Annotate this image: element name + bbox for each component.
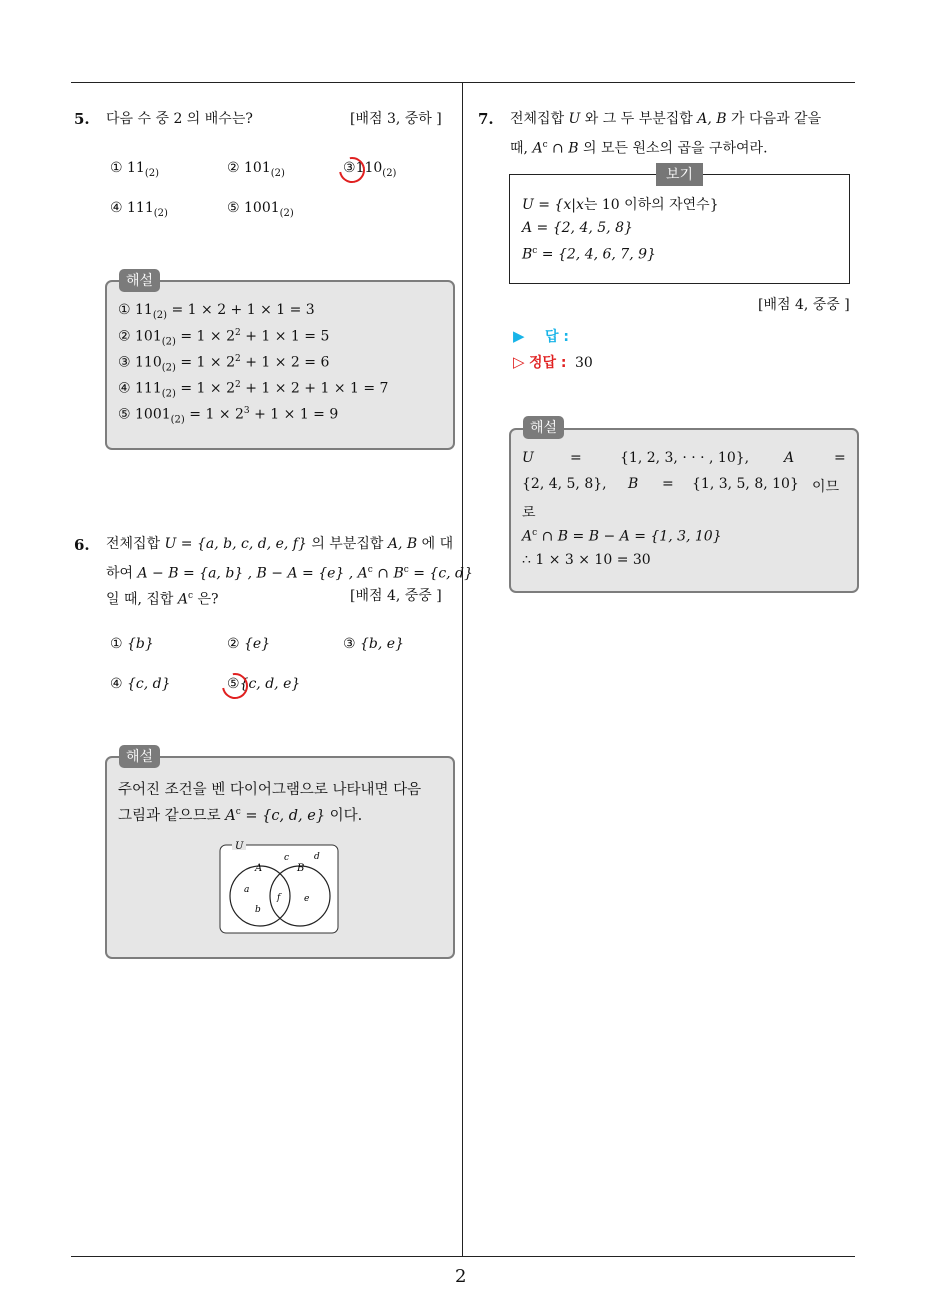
explain-expr: = 1 × 2 [180, 328, 236, 345]
choice-sub: (2) [144, 167, 160, 179]
play-arrow-icon: ▶ [513, 327, 525, 345]
q7-number: 7. [478, 110, 494, 128]
q5-text: 다음 수 중 2 의 배수는? [106, 111, 253, 127]
choice-mark: ⑤ [227, 676, 240, 692]
explain-base: 101 [135, 328, 162, 345]
q5-answer-circle [334, 152, 370, 188]
explain-expr: + 1 × 1 = 5 [240, 328, 330, 345]
explain-base: 11 [135, 302, 153, 318]
q6-choice-1[interactable] [110, 636, 154, 652]
explain-sub: (2) [161, 388, 176, 400]
ex-math: A [784, 450, 795, 466]
choice-value: {b} [127, 636, 154, 652]
q6-answer-circle [217, 668, 253, 704]
q7-line-1 [510, 106, 821, 132]
ex-math: {1, 2, 3, · · · , 10}, [620, 450, 750, 466]
q7-math: U [568, 111, 581, 127]
choice-mark: ② [227, 160, 240, 176]
choice-mark: ① [110, 160, 123, 176]
q7-math: A [532, 140, 543, 157]
q5-explain-line-3 [118, 354, 329, 373]
choice-sub: (2) [153, 207, 168, 219]
explain-expr: + 1 × 2 = 6 [240, 354, 330, 371]
venn-elem-a: a [244, 885, 250, 895]
explain-base: 1001 [135, 406, 171, 423]
ex-math: = [662, 476, 674, 492]
explain-pow: 2 [235, 354, 241, 364]
choice-value: 11 [127, 160, 145, 176]
choice-value: {b, e} [360, 636, 404, 652]
q5-choice-4[interactable] [110, 200, 168, 219]
explain-base: 111 [135, 380, 162, 397]
q5-explain-line-5 [118, 406, 338, 425]
q6-math: A − B = {a, b} , B − A = {e} , A [137, 565, 368, 582]
q7-correct-row [513, 352, 593, 372]
ex-sup: c [532, 528, 538, 538]
choice-mark: ① [110, 636, 123, 652]
venn-elem-c: c [284, 853, 290, 863]
column-divider [462, 82, 463, 1257]
venn-elem-e: e [304, 894, 310, 904]
q7-line-2 [510, 132, 768, 162]
q6-explain-line-1: 주어진 조건을 벤 다이어그램으로 나타내면 다음 [118, 782, 422, 798]
venn-label-U: U [235, 841, 244, 852]
q7-bogi-line-1 [522, 194, 719, 214]
q7-sup: c [542, 140, 548, 150]
choice-value: 110 [355, 160, 383, 176]
outline-arrow-icon: ▷ [513, 353, 525, 371]
venn-elem-d: d [314, 852, 320, 862]
q6-score: [배점 4, 중중 ] [350, 588, 442, 604]
q6-choice-4[interactable] [110, 676, 171, 692]
q6-explain-line-2 [118, 804, 362, 825]
choice-mark: ② [227, 636, 240, 652]
ex-math: ∩ B = B − A = {1, 3, 10} [537, 528, 722, 545]
q5-explain-line-1 [118, 302, 315, 321]
explain-sup: c [235, 807, 241, 818]
q6-text: 은? [193, 591, 219, 608]
explain-math: A [225, 808, 236, 824]
q5-choice-2[interactable] [227, 160, 285, 179]
q5-explanation-tab: 해설 [119, 269, 160, 292]
q7-correct-label: 정답 : [529, 355, 567, 371]
choice-value: {c, d, e} [239, 676, 301, 692]
q7-text: 때, [510, 140, 533, 157]
venn-label-A: A [255, 863, 263, 874]
explain-sub: (2) [152, 309, 168, 321]
bogi-math: U = {x|x [522, 197, 584, 213]
q6-line-3 [106, 583, 219, 613]
bottom-rule [71, 1256, 855, 1257]
q7-ex-line-3: 로 [522, 505, 536, 521]
bogi-sup: c [532, 246, 538, 256]
q6-math: U = {a, b, c, d, e, f} [164, 536, 307, 552]
bogi-math: = {2, 4, 6, 7, 9} [537, 246, 656, 263]
explain-expr: = 1 × 2 [189, 406, 244, 423]
choice-sub: (2) [382, 167, 397, 179]
choice-sub: (2) [279, 207, 294, 219]
q7-text: 가 다음과 같을 [726, 111, 822, 127]
explain-sub: (2) [170, 414, 185, 426]
q7-score: [배점 4, 중중 ] [758, 297, 850, 313]
bogi-math: B [522, 246, 533, 263]
explain-mark: ⑤ [118, 406, 131, 423]
venn-elem-b: b [255, 905, 261, 915]
choice-value: 1001 [244, 200, 280, 216]
venn-elem-f: f [277, 893, 281, 903]
explain-sub: (2) [161, 362, 176, 374]
ex-math: B [628, 476, 639, 492]
q6-sup: c [188, 591, 194, 601]
choice-sub: (2) [270, 167, 285, 179]
explain-pow: 2 [235, 328, 241, 338]
choice-mark: ③ [343, 636, 356, 652]
q7-ex-line-4 [522, 528, 722, 545]
q6-number: 6. [74, 536, 90, 554]
q7-answer-label: 답 : [545, 329, 569, 345]
top-rule [71, 82, 855, 83]
explain-mark: ① [118, 302, 131, 318]
q5-number: 5. [74, 110, 90, 128]
explain-expr: = 1 × 2 [180, 354, 236, 371]
q7-text: 의 모든 원소의 곱을 구하여라. [578, 140, 768, 157]
explain-mark: ③ [118, 354, 131, 371]
ex-math: = [570, 450, 582, 466]
q6-line-1 [106, 531, 453, 557]
q7-bogi-line-2 [522, 220, 633, 236]
q5-explain-line-2 [118, 328, 329, 347]
explain-expr: + 1 × 1 = 9 [249, 406, 339, 423]
q6-text: 전체집합 [106, 536, 165, 552]
ex-math: A [522, 528, 533, 545]
q7-math: ∩ B [547, 140, 579, 157]
q6-text: 일 때, 집합 [106, 591, 178, 608]
q6-math: ∩ B [372, 565, 404, 582]
venn-label-B: B [297, 863, 305, 874]
q6-math: = {c, d} [408, 565, 473, 582]
explain-expr: + 1 × 2 + 1 × 1 = 7 [240, 380, 389, 397]
explain-pow: 3 [243, 406, 250, 416]
explain-expr: = 1 × 2 + 1 × 1 = 3 [171, 302, 315, 318]
q7-explanation-tab: 해설 [523, 416, 564, 439]
q6-math: A [177, 591, 189, 608]
choice-mark: ⑤ [227, 200, 240, 216]
choice-mark: ④ [110, 676, 123, 692]
q6-explanation-tab: 해설 [119, 745, 160, 768]
q6-text: 에 대 [417, 536, 454, 552]
explain-text: 이다. [325, 808, 363, 824]
explain-text: 그림과 같으므로 [118, 808, 226, 824]
q7-answer-row[interactable] [513, 326, 569, 346]
q5-choice-1[interactable] [110, 160, 159, 179]
ex-math: U [522, 450, 534, 466]
bogi-math: A = {2, 4, 5, 8} [522, 220, 633, 236]
choice-value: {e} [244, 636, 271, 652]
q7-ex-line-5: ∴ 1 × 3 × 10 = 30 [522, 552, 651, 568]
choice-value: 111 [127, 200, 154, 216]
q6-sup: c [367, 565, 373, 575]
choice-mark: ③ [343, 160, 356, 176]
ex-text: 이므 [812, 479, 840, 495]
choice-mark: ④ [110, 200, 123, 216]
explain-sub: (2) [161, 336, 176, 348]
q6-choice-2[interactable] [227, 636, 270, 652]
q6-sup: c [403, 565, 409, 575]
q7-math: A, B [697, 111, 727, 127]
ex-math: = [834, 450, 846, 466]
q7-correct-value: 30 [574, 355, 593, 371]
q5-explain-line-4 [118, 380, 388, 399]
q6-choice-3[interactable] [343, 636, 404, 652]
choice-value: {c, d} [127, 676, 171, 692]
ex-math: {2, 4, 5, 8}, [522, 476, 607, 492]
page-number: 2 [455, 1266, 467, 1287]
explain-mark: ② [118, 328, 131, 345]
q5-score: [배점 3, 중하 ] [350, 111, 442, 127]
q6-math: A, B [387, 536, 418, 552]
q7-bogi-tab: 보기 [656, 163, 703, 186]
q7-bogi-line-3 [522, 246, 656, 263]
bogi-text: 는 10 이하의 자연수} [583, 197, 719, 213]
q6-text: 의 부분집합 [306, 536, 388, 552]
venn-diagram [218, 840, 340, 936]
explain-math: = {c, d, e} [240, 808, 326, 824]
q6-text: 하여 [106, 565, 138, 582]
q5-choice-5[interactable] [227, 200, 294, 219]
explain-pow: 2 [235, 380, 241, 390]
choice-value: 101 [244, 160, 271, 176]
q7-text: 와 그 두 부분집합 [580, 111, 698, 127]
ex-math: {1, 3, 5, 8, 10} [692, 476, 799, 492]
q7-text: 전체집합 [510, 111, 569, 127]
explain-base: 110 [135, 354, 162, 371]
explain-mark: ④ [118, 380, 131, 397]
explain-expr: = 1 × 2 [180, 380, 236, 397]
